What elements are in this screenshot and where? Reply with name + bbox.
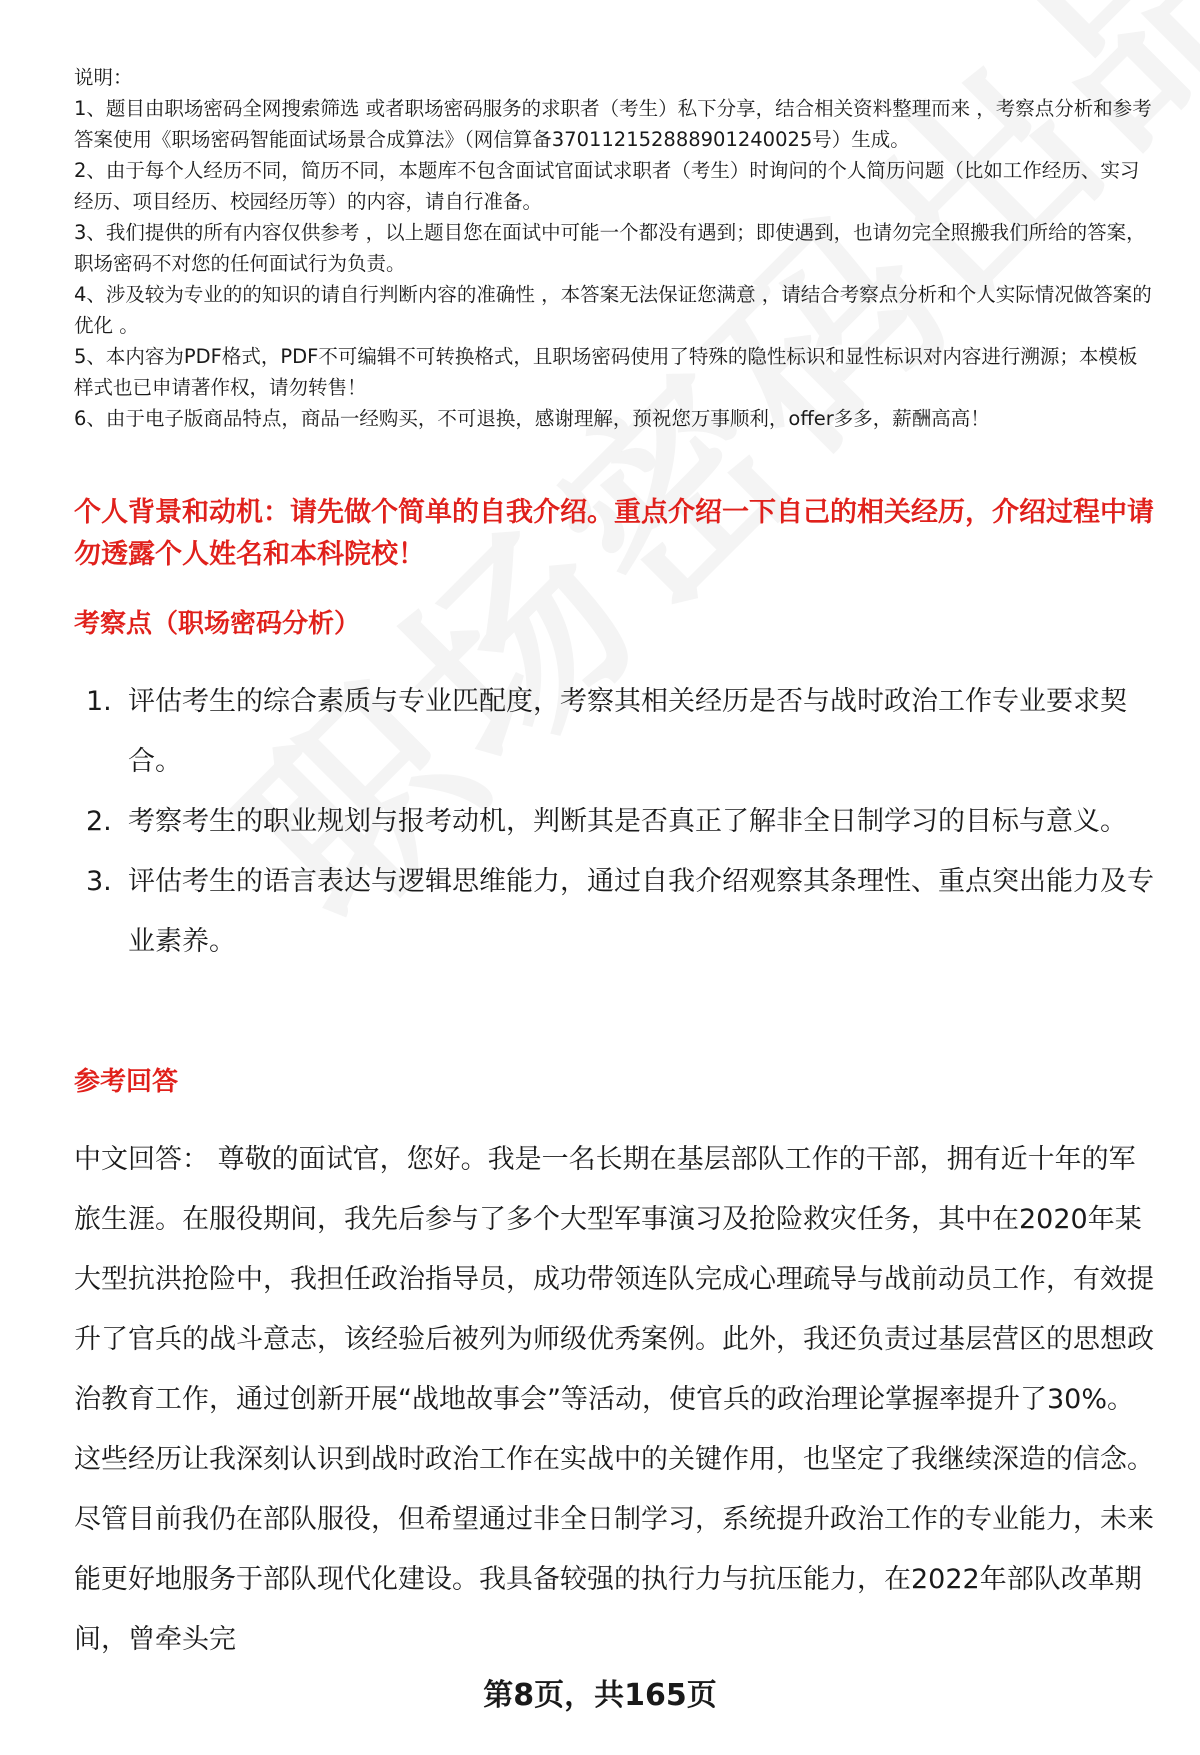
note-item: 1、题目由职场密码全网搜索筛选 或者职场密码服务的求职者（考生）私下分享，结合相关资料整理而来 ，考察点分析和参考答案使用《职场密码智能面试场景合成算法》（网信算备370112152888901240025号）生成。 xyxy=(74,97,1152,151)
focus-item-text: 评估考生的语言表达与逻辑思维能力，通过自我介绍观察其条理性、重点突出能力及专业素养。 xyxy=(128,866,1154,957)
notes-heading: 说明： xyxy=(74,66,133,89)
notes-section xyxy=(74,62,1154,434)
focus-item-number: 2. xyxy=(86,806,112,837)
focus-item-text: 考察考生的职业规划与报考动机，判断其是否真正了解非全日制学习的目标与意义。 xyxy=(128,806,1127,837)
focus-section-title: 考察点（职场密码分析） xyxy=(74,609,361,639)
focus-item xyxy=(74,672,1154,792)
page-number-footer: 第8页，共165页 xyxy=(483,1678,717,1713)
reference-section-title: 参考回答 xyxy=(74,1067,179,1097)
note-item: 3、我们提供的所有内容仅供参考 ，以上题目您在面试中可能一个都没有遇到；即使遇到，也请勿完全照搬我们所给的答案，职场密码不对您的任何面试行为负责。 xyxy=(74,221,1146,275)
question-title: 个人背景和动机：请先做个简单的自我介绍。重点介绍一下自己的相关经历，介绍过程中请勿透露个人姓名和本科院校！ xyxy=(74,497,1154,570)
note-item: 6、由于电子版商品特点，商品一经购买，不可退换，感谢理解，预祝您万事顺利，offer多多，薪酬高高！ xyxy=(74,407,990,430)
focus-item-number: 1. xyxy=(86,686,112,717)
focus-list xyxy=(74,672,1154,972)
reference-answer: 中文回答： 尊敬的面试官，您好。我是一名长期在基层部队工作的干部，拥有近十年的军旅生涯。在服役期间，我先后参与了多个大型军事演习及抢险救灾任务，其中在2020年某大型抗洪抢险中，我担任政治指导员，成功带领连队完成心理疏导与战前动员工作，有效提升了官兵的战斗意志，该经验后被列为师级优秀案例。此外，我还负责过基层营区的思想政治教育工作，通过创新开展“战地故事会”等活动，使官兵的政治理论掌握率提升了30%。这些经历让我深刻认识到战时政治工作在实战中的关键作用，也坚定了我继续深造的信念。尽管目前我仍在部队服役，但希望通过非全日制学习，系统提升政治工作的专业能力，未来能更好地服务于部队现代化建设。我具备较强的执行力与抗压能力，在2022年部队改革期间，曾牵头完 xyxy=(74,1144,1154,1655)
focus-item-text: 评估考生的综合素质与专业匹配度，考察其相关经历是否与战时政治工作专业要求契合。 xyxy=(128,686,1127,777)
focus-item xyxy=(74,852,1154,972)
note-item: 5、本内容为PDF格式，PDF不可编辑不可转换格式，且职场密码使用了特殊的隐性标识和显性标识对内容进行溯源；本模板样式也已申请著作权，请勿转售！ xyxy=(74,345,1138,399)
note-item: 4、涉及较为专业的的知识的请自行判断内容的准确性 ，本答案无法保证您满意 ，请结合考察点分析和个人实际情况做答案的优化 。 xyxy=(74,283,1152,337)
focus-item-number: 3. xyxy=(86,866,112,897)
note-item: 2、由于每个人经历不同，简历不同，本题库不包含面试官面试求职者（考生）时询问的个人简历问题（比如工作经历、实习经历、项目经历、校园经历等）的内容，请自行准备。 xyxy=(74,159,1140,213)
focus-item xyxy=(74,792,1154,852)
